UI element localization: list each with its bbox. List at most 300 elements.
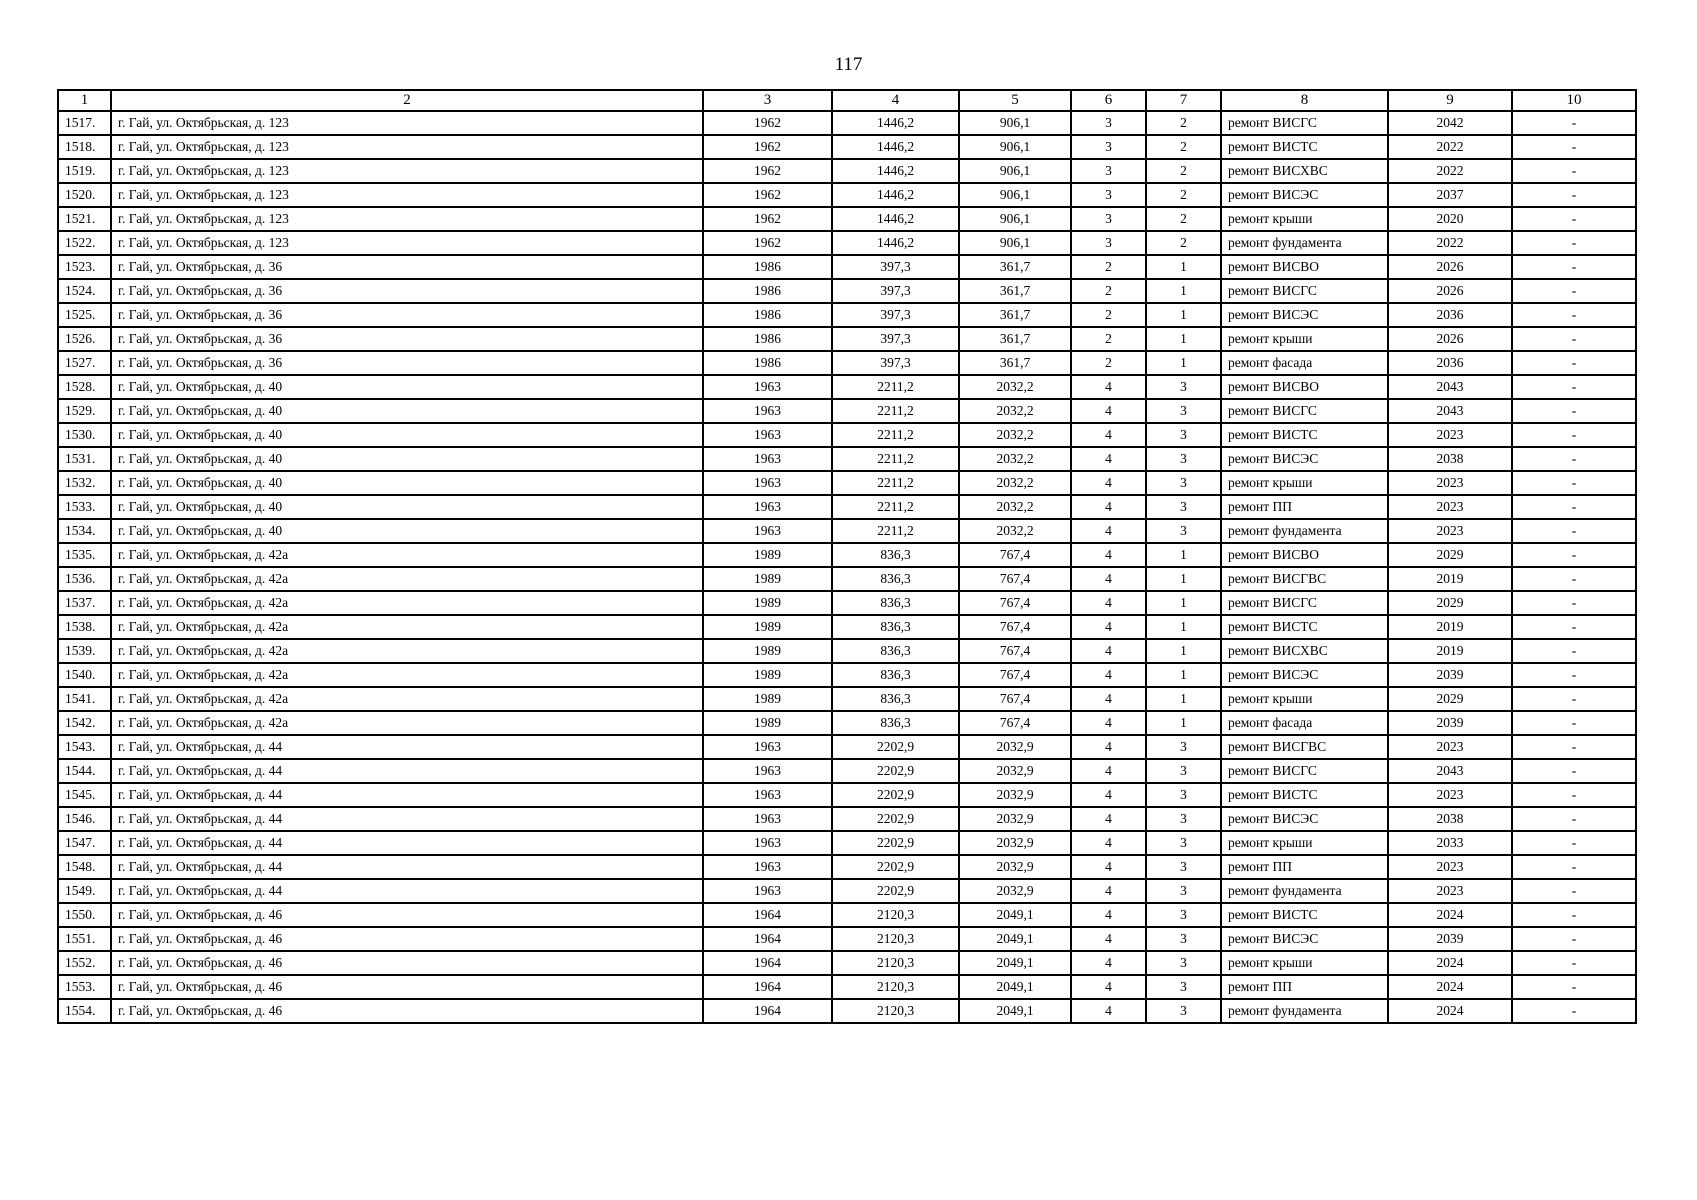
entrances-cell: 3 <box>1146 423 1221 447</box>
repair-work-cell: ремонт ВИСВО <box>1221 543 1388 567</box>
total-area-cell: 836,3 <box>832 687 959 711</box>
row-number-cell: 1524. <box>58 279 111 303</box>
living-area-cell: 2049,1 <box>959 927 1071 951</box>
note-cell: - <box>1512 855 1636 879</box>
construction-year-cell: 1986 <box>703 255 832 279</box>
note-cell: - <box>1512 951 1636 975</box>
living-area-cell: 2032,2 <box>959 447 1071 471</box>
repair-work-cell: ремонт ВИСЭС <box>1221 183 1388 207</box>
table-row <box>58 255 1636 279</box>
repair-work-cell: ремонт ВИСЭС <box>1221 303 1388 327</box>
page-number: 117 <box>834 54 863 75</box>
construction-year-cell: 1963 <box>703 471 832 495</box>
living-area-cell: 767,4 <box>959 615 1071 639</box>
total-area-cell: 1446,2 <box>832 231 959 255</box>
plan-year-cell: 2037 <box>1388 183 1512 207</box>
plan-year-cell: 2023 <box>1388 423 1512 447</box>
construction-year-cell: 1963 <box>703 423 832 447</box>
note-cell: - <box>1512 327 1636 351</box>
address-cell: г. Гай, ул. Октябрьская, д. 40 <box>111 447 703 471</box>
table-row <box>58 711 1636 735</box>
floors-cell: 4 <box>1071 639 1146 663</box>
note-cell: - <box>1512 447 1636 471</box>
column-number-header-row <box>58 90 1636 111</box>
plan-year-cell: 2043 <box>1388 375 1512 399</box>
table-row <box>58 351 1636 375</box>
total-area-cell: 2202,9 <box>832 855 959 879</box>
address-cell: г. Гай, ул. Октябрьская, д. 40 <box>111 495 703 519</box>
total-area-cell: 397,3 <box>832 255 959 279</box>
address-cell: г. Гай, ул. Октябрьская, д. 42а <box>111 663 703 687</box>
floors-cell: 3 <box>1071 207 1146 231</box>
construction-year-cell: 1964 <box>703 999 832 1023</box>
repair-work-cell: ремонт фундамента <box>1221 519 1388 543</box>
plan-year-cell: 2023 <box>1388 495 1512 519</box>
note-cell: - <box>1512 207 1636 231</box>
floors-cell: 4 <box>1071 951 1146 975</box>
address-cell: г. Гай, ул. Октябрьская, д. 46 <box>111 999 703 1023</box>
column-header: 9 <box>1388 90 1512 111</box>
entrances-cell: 3 <box>1146 447 1221 471</box>
row-number-cell: 1529. <box>58 399 111 423</box>
table-row <box>58 663 1636 687</box>
column-header: 6 <box>1071 90 1146 111</box>
row-number-cell: 1532. <box>58 471 111 495</box>
repair-work-cell: ремонт ВИСГС <box>1221 591 1388 615</box>
address-cell: г. Гай, ул. Октябрьская, д. 44 <box>111 735 703 759</box>
floors-cell: 4 <box>1071 615 1146 639</box>
address-cell: г. Гай, ул. Октябрьская, д. 36 <box>111 327 703 351</box>
row-number-cell: 1517. <box>58 111 111 135</box>
total-area-cell: 2211,2 <box>832 375 959 399</box>
plan-year-cell: 2033 <box>1388 831 1512 855</box>
floors-cell: 4 <box>1071 423 1146 447</box>
row-number-cell: 1552. <box>58 951 111 975</box>
construction-year-cell: 1962 <box>703 159 832 183</box>
row-number-cell: 1531. <box>58 447 111 471</box>
living-area-cell: 2032,2 <box>959 519 1071 543</box>
total-area-cell: 2120,3 <box>832 927 959 951</box>
total-area-cell: 397,3 <box>832 303 959 327</box>
construction-year-cell: 1963 <box>703 447 832 471</box>
floors-cell: 4 <box>1071 783 1146 807</box>
table-row <box>58 543 1636 567</box>
row-number-cell: 1525. <box>58 303 111 327</box>
total-area-cell: 397,3 <box>832 279 959 303</box>
living-area-cell: 361,7 <box>959 327 1071 351</box>
row-number-cell: 1535. <box>58 543 111 567</box>
note-cell: - <box>1512 903 1636 927</box>
entrances-cell: 3 <box>1146 495 1221 519</box>
construction-year-cell: 1986 <box>703 279 832 303</box>
repair-work-cell: ремонт крыши <box>1221 327 1388 351</box>
column-header: 8 <box>1221 90 1388 111</box>
address-cell: г. Гай, ул. Октябрьская, д. 42а <box>111 567 703 591</box>
table-row <box>58 687 1636 711</box>
construction-year-cell: 1989 <box>703 663 832 687</box>
note-cell: - <box>1512 351 1636 375</box>
floors-cell: 2 <box>1071 327 1146 351</box>
address-cell: г. Гай, ул. Октябрьская, д. 42а <box>111 687 703 711</box>
plan-year-cell: 2039 <box>1388 927 1512 951</box>
plan-year-cell: 2038 <box>1388 807 1512 831</box>
address-cell: г. Гай, ул. Октябрьская, д. 42а <box>111 711 703 735</box>
construction-year-cell: 1989 <box>703 591 832 615</box>
note-cell: - <box>1512 111 1636 135</box>
floors-cell: 2 <box>1071 279 1146 303</box>
floors-cell: 4 <box>1071 471 1146 495</box>
plan-year-cell: 2026 <box>1388 279 1512 303</box>
living-area-cell: 2032,2 <box>959 399 1071 423</box>
floors-cell: 2 <box>1071 303 1146 327</box>
table-row <box>58 519 1636 543</box>
total-area-cell: 2202,9 <box>832 783 959 807</box>
total-area-cell: 397,3 <box>832 351 959 375</box>
note-cell: - <box>1512 255 1636 279</box>
living-area-cell: 906,1 <box>959 231 1071 255</box>
address-cell: г. Гай, ул. Октябрьская, д. 123 <box>111 183 703 207</box>
repair-work-cell: ремонт фундамента <box>1221 999 1388 1023</box>
row-number-cell: 1546. <box>58 807 111 831</box>
total-area-cell: 2202,9 <box>832 831 959 855</box>
address-cell: г. Гай, ул. Октябрьская, д. 123 <box>111 231 703 255</box>
construction-year-cell: 1962 <box>703 111 832 135</box>
construction-year-cell: 1989 <box>703 567 832 591</box>
repair-work-cell: ремонт ВИСГВС <box>1221 567 1388 591</box>
note-cell: - <box>1512 807 1636 831</box>
row-number-cell: 1554. <box>58 999 111 1023</box>
plan-year-cell: 2029 <box>1388 591 1512 615</box>
plan-year-cell: 2038 <box>1388 447 1512 471</box>
entrances-cell: 3 <box>1146 975 1221 999</box>
floors-cell: 4 <box>1071 903 1146 927</box>
note-cell: - <box>1512 999 1636 1023</box>
total-area-cell: 836,3 <box>832 591 959 615</box>
floors-cell: 3 <box>1071 231 1146 255</box>
note-cell: - <box>1512 975 1636 999</box>
note-cell: - <box>1512 711 1636 735</box>
repair-work-cell: ремонт ВИСТС <box>1221 423 1388 447</box>
construction-year-cell: 1986 <box>703 351 832 375</box>
address-cell: г. Гай, ул. Октябрьская, д. 42а <box>111 615 703 639</box>
living-area-cell: 361,7 <box>959 279 1071 303</box>
plan-year-cell: 2022 <box>1388 159 1512 183</box>
entrances-cell: 1 <box>1146 543 1221 567</box>
total-area-cell: 2202,9 <box>832 759 959 783</box>
construction-year-cell: 1964 <box>703 927 832 951</box>
total-area-cell: 836,3 <box>832 567 959 591</box>
address-cell: г. Гай, ул. Октябрьская, д. 36 <box>111 303 703 327</box>
entrances-cell: 2 <box>1146 159 1221 183</box>
repair-work-cell: ремонт ВИСЭС <box>1221 807 1388 831</box>
address-cell: г. Гай, ул. Октябрьская, д. 40 <box>111 423 703 447</box>
total-area-cell: 2211,2 <box>832 447 959 471</box>
entrances-cell: 3 <box>1146 951 1221 975</box>
row-number-cell: 1519. <box>58 159 111 183</box>
floors-cell: 4 <box>1071 519 1146 543</box>
entrances-cell: 2 <box>1146 135 1221 159</box>
table-row <box>58 615 1636 639</box>
repair-schedule-table <box>57 89 1637 1024</box>
table-row <box>58 639 1636 663</box>
floors-cell: 3 <box>1071 159 1146 183</box>
construction-year-cell: 1963 <box>703 735 832 759</box>
note-cell: - <box>1512 879 1636 903</box>
table-row <box>58 135 1636 159</box>
total-area-cell: 2202,9 <box>832 735 959 759</box>
column-header: 10 <box>1512 90 1636 111</box>
plan-year-cell: 2019 <box>1388 639 1512 663</box>
construction-year-cell: 1963 <box>703 495 832 519</box>
total-area-cell: 836,3 <box>832 711 959 735</box>
total-area-cell: 1446,2 <box>832 207 959 231</box>
floors-cell: 2 <box>1071 351 1146 375</box>
total-area-cell: 2211,2 <box>832 495 959 519</box>
plan-year-cell: 2024 <box>1388 903 1512 927</box>
plan-year-cell: 2029 <box>1388 687 1512 711</box>
row-number-cell: 1545. <box>58 783 111 807</box>
entrances-cell: 1 <box>1146 639 1221 663</box>
address-cell: г. Гай, ул. Октябрьская, д. 46 <box>111 903 703 927</box>
floors-cell: 4 <box>1071 711 1146 735</box>
living-area-cell: 767,4 <box>959 663 1071 687</box>
address-cell: г. Гай, ул. Октябрьская, д. 123 <box>111 159 703 183</box>
entrances-cell: 3 <box>1146 807 1221 831</box>
address-cell: г. Гай, ул. Октябрьская, д. 123 <box>111 135 703 159</box>
entrances-cell: 3 <box>1146 759 1221 783</box>
construction-year-cell: 1963 <box>703 375 832 399</box>
living-area-cell: 767,4 <box>959 687 1071 711</box>
living-area-cell: 361,7 <box>959 303 1071 327</box>
row-number-cell: 1550. <box>58 903 111 927</box>
entrances-cell: 1 <box>1146 279 1221 303</box>
row-number-cell: 1520. <box>58 183 111 207</box>
floors-cell: 2 <box>1071 255 1146 279</box>
row-number-cell: 1537. <box>58 591 111 615</box>
note-cell: - <box>1512 831 1636 855</box>
plan-year-cell: 2042 <box>1388 111 1512 135</box>
total-area-cell: 2120,3 <box>832 975 959 999</box>
living-area-cell: 2032,9 <box>959 735 1071 759</box>
plan-year-cell: 2024 <box>1388 975 1512 999</box>
floors-cell: 4 <box>1071 687 1146 711</box>
floors-cell: 3 <box>1071 111 1146 135</box>
floors-cell: 4 <box>1071 735 1146 759</box>
floors-cell: 4 <box>1071 543 1146 567</box>
row-number-cell: 1540. <box>58 663 111 687</box>
living-area-cell: 2032,2 <box>959 471 1071 495</box>
table-row <box>58 927 1636 951</box>
note-cell: - <box>1512 303 1636 327</box>
living-area-cell: 2032,9 <box>959 783 1071 807</box>
living-area-cell: 361,7 <box>959 255 1071 279</box>
plan-year-cell: 2039 <box>1388 663 1512 687</box>
repair-work-cell: ремонт ВИСГС <box>1221 111 1388 135</box>
floors-cell: 3 <box>1071 183 1146 207</box>
living-area-cell: 906,1 <box>959 159 1071 183</box>
living-area-cell: 2032,2 <box>959 423 1071 447</box>
table-row <box>58 471 1636 495</box>
living-area-cell: 2049,1 <box>959 903 1071 927</box>
note-cell: - <box>1512 519 1636 543</box>
living-area-cell: 906,1 <box>959 135 1071 159</box>
table-row <box>58 159 1636 183</box>
table-row <box>58 375 1636 399</box>
note-cell: - <box>1512 423 1636 447</box>
row-number-cell: 1543. <box>58 735 111 759</box>
construction-year-cell: 1964 <box>703 975 832 999</box>
table-row <box>58 831 1636 855</box>
plan-year-cell: 2019 <box>1388 615 1512 639</box>
repair-work-cell: ремонт крыши <box>1221 207 1388 231</box>
row-number-cell: 1547. <box>58 831 111 855</box>
note-cell: - <box>1512 159 1636 183</box>
table-row <box>58 303 1636 327</box>
entrances-cell: 1 <box>1146 303 1221 327</box>
plan-year-cell: 2043 <box>1388 399 1512 423</box>
plan-year-cell: 2029 <box>1388 543 1512 567</box>
table-row <box>58 807 1636 831</box>
plan-year-cell: 2024 <box>1388 999 1512 1023</box>
living-area-cell: 2032,2 <box>959 375 1071 399</box>
note-cell: - <box>1512 231 1636 255</box>
living-area-cell: 2032,9 <box>959 855 1071 879</box>
plan-year-cell: 2023 <box>1388 519 1512 543</box>
living-area-cell: 2049,1 <box>959 975 1071 999</box>
table-row <box>58 903 1636 927</box>
table-row <box>58 783 1636 807</box>
address-cell: г. Гай, ул. Октябрьская, д. 40 <box>111 519 703 543</box>
construction-year-cell: 1989 <box>703 687 832 711</box>
plan-year-cell: 2023 <box>1388 471 1512 495</box>
table-row <box>58 183 1636 207</box>
row-number-cell: 1536. <box>58 567 111 591</box>
address-cell: г. Гай, ул. Октябрьская, д. 36 <box>111 279 703 303</box>
table-row <box>58 879 1636 903</box>
floors-cell: 4 <box>1071 807 1146 831</box>
construction-year-cell: 1989 <box>703 639 832 663</box>
construction-year-cell: 1989 <box>703 543 832 567</box>
plan-year-cell: 2026 <box>1388 327 1512 351</box>
row-number-cell: 1549. <box>58 879 111 903</box>
total-area-cell: 836,3 <box>832 663 959 687</box>
living-area-cell: 906,1 <box>959 111 1071 135</box>
entrances-cell: 3 <box>1146 735 1221 759</box>
floors-cell: 4 <box>1071 927 1146 951</box>
note-cell: - <box>1512 375 1636 399</box>
entrances-cell: 3 <box>1146 855 1221 879</box>
construction-year-cell: 1986 <box>703 327 832 351</box>
repair-work-cell: ремонт ВИСВО <box>1221 255 1388 279</box>
row-number-cell: 1526. <box>58 327 111 351</box>
table-row <box>58 591 1636 615</box>
living-area-cell: 767,4 <box>959 591 1071 615</box>
living-area-cell: 2032,9 <box>959 831 1071 855</box>
plan-year-cell: 2022 <box>1388 135 1512 159</box>
note-cell: - <box>1512 543 1636 567</box>
living-area-cell: 2032,9 <box>959 759 1071 783</box>
construction-year-cell: 1962 <box>703 231 832 255</box>
address-cell: г. Гай, ул. Октябрьская, д. 46 <box>111 975 703 999</box>
living-area-cell: 2032,9 <box>959 807 1071 831</box>
plan-year-cell: 2023 <box>1388 855 1512 879</box>
living-area-cell: 2049,1 <box>959 951 1071 975</box>
repair-work-cell: ремонт ПП <box>1221 855 1388 879</box>
entrances-cell: 3 <box>1146 519 1221 543</box>
construction-year-cell: 1963 <box>703 831 832 855</box>
plan-year-cell: 2026 <box>1388 255 1512 279</box>
entrances-cell: 3 <box>1146 399 1221 423</box>
floors-cell: 4 <box>1071 879 1146 903</box>
construction-year-cell: 1989 <box>703 615 832 639</box>
address-cell: г. Гай, ул. Октябрьская, д. 44 <box>111 855 703 879</box>
address-cell: г. Гай, ул. Октябрьская, д. 42а <box>111 591 703 615</box>
note-cell: - <box>1512 279 1636 303</box>
note-cell: - <box>1512 759 1636 783</box>
note-cell: - <box>1512 183 1636 207</box>
row-number-cell: 1544. <box>58 759 111 783</box>
entrances-cell: 1 <box>1146 567 1221 591</box>
floors-cell: 4 <box>1071 375 1146 399</box>
table-row <box>58 951 1636 975</box>
address-cell: г. Гай, ул. Октябрьская, д. 36 <box>111 351 703 375</box>
total-area-cell: 836,3 <box>832 615 959 639</box>
note-cell: - <box>1512 663 1636 687</box>
address-cell: г. Гай, ул. Октябрьская, д. 123 <box>111 111 703 135</box>
plan-year-cell: 2023 <box>1388 783 1512 807</box>
note-cell: - <box>1512 783 1636 807</box>
row-number-cell: 1527. <box>58 351 111 375</box>
living-area-cell: 906,1 <box>959 207 1071 231</box>
construction-year-cell: 1963 <box>703 855 832 879</box>
table-row <box>58 759 1636 783</box>
total-area-cell: 2211,2 <box>832 471 959 495</box>
address-cell: г. Гай, ул. Октябрьская, д. 123 <box>111 207 703 231</box>
living-area-cell: 767,4 <box>959 711 1071 735</box>
entrances-cell: 1 <box>1146 711 1221 735</box>
column-header: 7 <box>1146 90 1221 111</box>
row-number-cell: 1533. <box>58 495 111 519</box>
construction-year-cell: 1962 <box>703 207 832 231</box>
entrances-cell: 1 <box>1146 591 1221 615</box>
floors-cell: 4 <box>1071 999 1146 1023</box>
repair-work-cell: ремонт ВИСТС <box>1221 783 1388 807</box>
construction-year-cell: 1962 <box>703 183 832 207</box>
repair-work-cell: ремонт ВИСТС <box>1221 903 1388 927</box>
construction-year-cell: 1962 <box>703 135 832 159</box>
entrances-cell: 1 <box>1146 351 1221 375</box>
entrances-cell: 1 <box>1146 327 1221 351</box>
repair-work-cell: ремонт ВИСГС <box>1221 279 1388 303</box>
table-row <box>58 447 1636 471</box>
entrances-cell: 3 <box>1146 879 1221 903</box>
plan-year-cell: 2039 <box>1388 711 1512 735</box>
address-cell: г. Гай, ул. Октябрьская, д. 42а <box>111 543 703 567</box>
entrances-cell: 1 <box>1146 615 1221 639</box>
living-area-cell: 767,4 <box>959 567 1071 591</box>
repair-work-cell: ремонт ВИСТС <box>1221 135 1388 159</box>
living-area-cell: 767,4 <box>959 543 1071 567</box>
note-cell: - <box>1512 639 1636 663</box>
note-cell: - <box>1512 735 1636 759</box>
address-cell: г. Гай, ул. Октябрьская, д. 44 <box>111 879 703 903</box>
repair-work-cell: ремонт фасада <box>1221 711 1388 735</box>
repair-work-cell: ремонт ПП <box>1221 495 1388 519</box>
address-cell: г. Гай, ул. Октябрьская, д. 40 <box>111 399 703 423</box>
table-row <box>58 399 1636 423</box>
address-cell: г. Гай, ул. Октябрьская, д. 36 <box>111 255 703 279</box>
row-number-cell: 1551. <box>58 927 111 951</box>
